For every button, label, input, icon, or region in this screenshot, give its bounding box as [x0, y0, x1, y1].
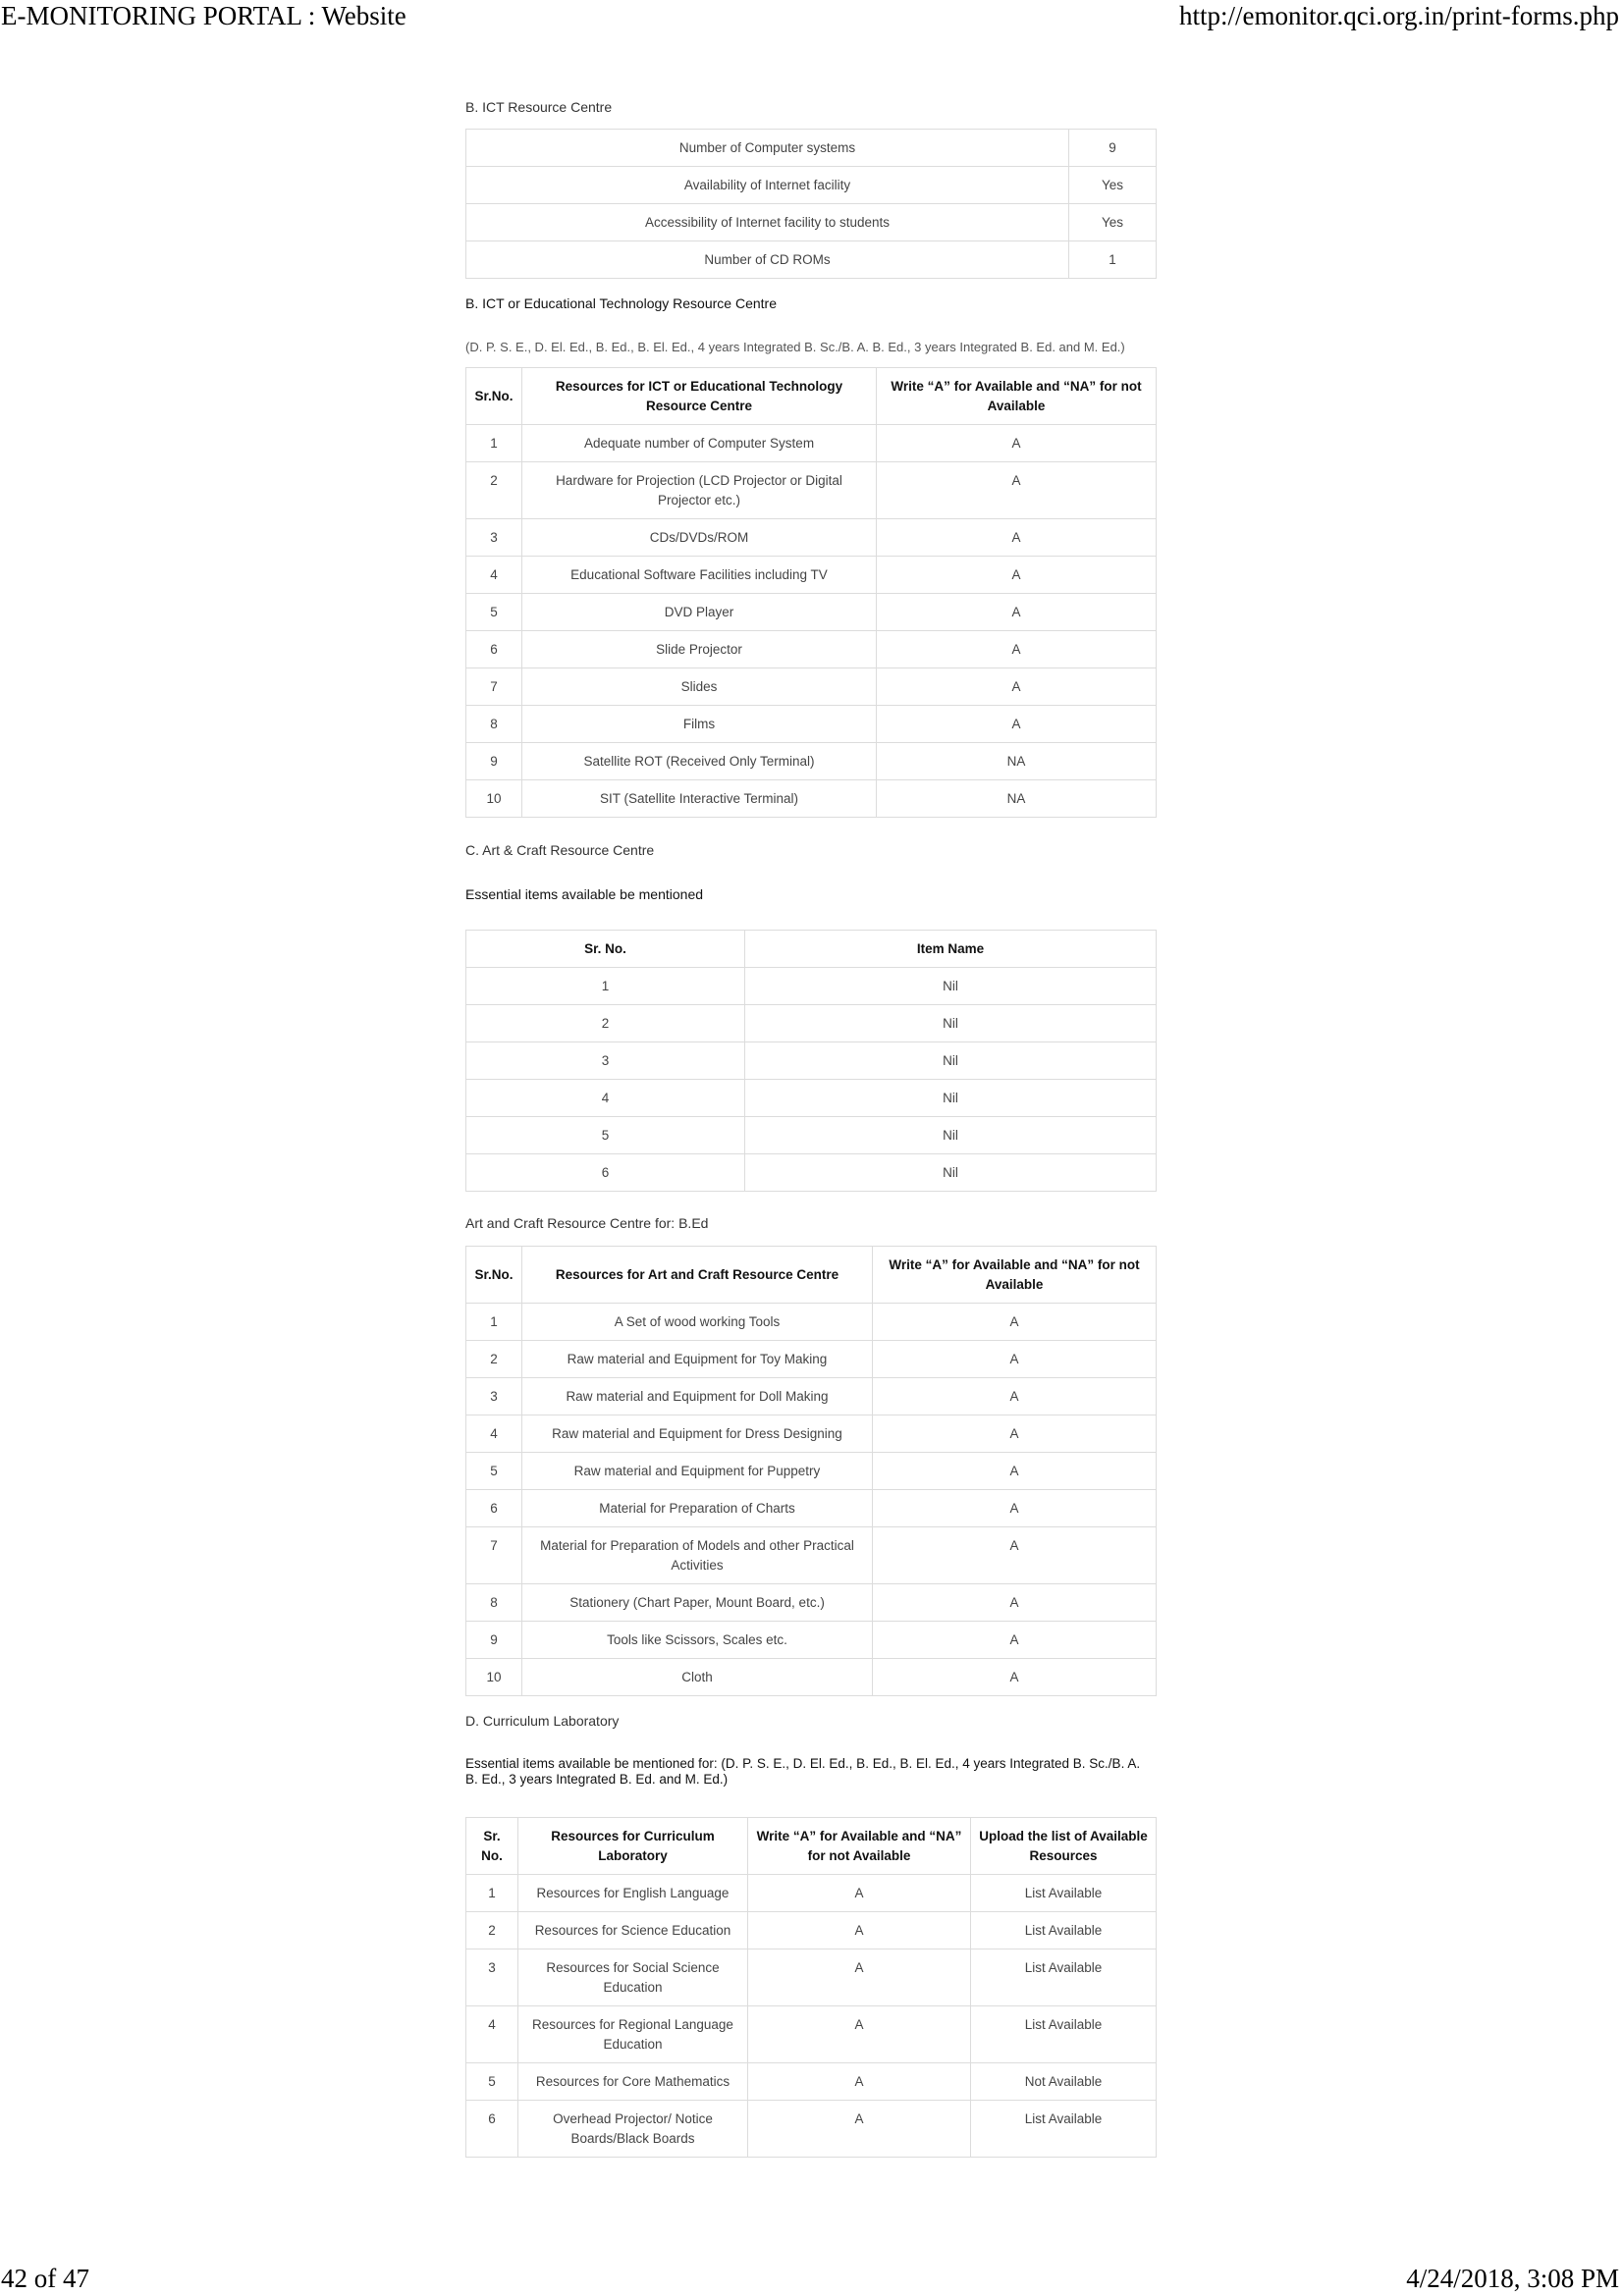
table-header-row	[466, 1818, 1157, 1875]
table-row	[466, 1154, 1157, 1192]
art-bed-title: Art and Craft Resource Centre for: B.Ed	[465, 1215, 709, 1231]
status-cell: A	[877, 594, 1157, 631]
resource-cell: Material for Preparation of Models and other Practical Activities	[522, 1527, 873, 1584]
sr-cell: 1	[466, 968, 745, 1005]
status-cell: A	[748, 2063, 971, 2101]
table-row	[466, 1875, 1157, 1912]
table-row	[466, 130, 1157, 167]
page-url: http://emonitor.qci.org.in/print-forms.php	[1179, 1, 1619, 30]
item-cell: Nil	[745, 1080, 1157, 1117]
ict-table	[465, 129, 1157, 279]
art-items-table	[465, 930, 1157, 1192]
sr-cell: 8	[466, 1584, 522, 1622]
resource-cell: Raw material and Equipment for Dress Designing	[522, 1415, 873, 1453]
col-header: Resources for Art and Craft Resource Centre	[522, 1247, 873, 1304]
status-cell: A	[748, 1949, 971, 2006]
ict-value: 1	[1069, 241, 1157, 279]
status-cell: A	[873, 1490, 1157, 1527]
table-row	[466, 1453, 1157, 1490]
sr-cell: 5	[466, 1453, 522, 1490]
resource-cell: Overhead Projector/ Notice Boards/Black Boards	[518, 2101, 748, 2158]
list-cell: Not Available	[971, 2063, 1157, 2101]
list-cell: List Available	[971, 1912, 1157, 1949]
resource-cell: DVD Player	[522, 594, 877, 631]
table-row	[466, 706, 1157, 743]
art-bed-table-wrap	[465, 1246, 1156, 1696]
sr-cell: 5	[466, 1117, 745, 1154]
resource-cell: CDs/DVDs/ROM	[522, 519, 877, 557]
status-cell: A	[748, 2101, 971, 2158]
status-cell: A	[873, 1584, 1157, 1622]
sr-cell: 3	[466, 1042, 745, 1080]
sr-cell: 2	[466, 1912, 518, 1949]
curriculum-subtitle: Essential items available be mentioned for: (D. P. S. E., D. El. Ed., B. Ed., B. El. Ed., 4 years Integrated B. Sc./B. A. B. Ed., 3 years Integrated B. Ed. and M. Ed.)	[465, 1756, 1141, 1787]
ict-label: Accessibility of Internet facility to students	[466, 204, 1069, 241]
sr-cell: 4	[466, 1080, 745, 1117]
table-row	[466, 1584, 1157, 1622]
item-cell: Nil	[745, 1117, 1157, 1154]
resource-cell: Cloth	[522, 1659, 873, 1696]
table-row	[466, 780, 1157, 818]
item-cell: Nil	[745, 1042, 1157, 1080]
status-cell: A	[877, 462, 1157, 519]
table-row	[466, 241, 1157, 279]
status-cell: NA	[877, 780, 1157, 818]
sr-cell: 8	[466, 706, 522, 743]
ict-title: B. ICT Resource Centre	[465, 99, 613, 115]
table-row	[466, 2063, 1157, 2101]
resource-cell: Raw material and Equipment for Puppetry	[522, 1453, 873, 1490]
table-row	[466, 204, 1157, 241]
table-row	[466, 1659, 1157, 1696]
sr-cell: 6	[466, 1154, 745, 1192]
list-cell: List Available	[971, 2006, 1157, 2063]
table-header-row	[466, 931, 1157, 968]
sr-cell: 4	[466, 557, 522, 594]
sr-cell: 10	[466, 780, 522, 818]
col-header: Sr.No.	[466, 368, 522, 425]
ict-edu-table	[465, 367, 1157, 818]
item-cell: Nil	[745, 968, 1157, 1005]
sr-cell: 7	[466, 668, 522, 706]
resource-cell: Hardware for Projection (LCD Projector or Digital Projector etc.)	[522, 462, 877, 519]
sr-cell: 6	[466, 2101, 518, 2158]
status-cell: A	[877, 631, 1157, 668]
curriculum-title: D. Curriculum Laboratory	[465, 1713, 620, 1729]
art-title: C. Art & Craft Resource Centre	[465, 842, 655, 858]
sr-cell: 5	[466, 2063, 518, 2101]
ict-edu-title: B. ICT or Educational Technology Resource Centre	[465, 295, 777, 311]
table-row	[466, 167, 1157, 204]
table-row	[466, 462, 1157, 519]
col-header: Write “A” for Available and “NA” for not Available	[877, 368, 1157, 425]
art-table-wrap	[465, 930, 1156, 1192]
col-header: Sr. No.	[466, 931, 745, 968]
status-cell: A	[877, 425, 1157, 462]
table-row	[466, 2006, 1157, 2063]
print-header	[0, 0, 1623, 33]
sr-cell: 9	[466, 1622, 522, 1659]
resource-cell: A Set of wood working Tools	[522, 1304, 873, 1341]
status-cell: A	[877, 557, 1157, 594]
ict-edu-table-wrap	[465, 367, 1156, 818]
resource-cell: Films	[522, 706, 877, 743]
resource-cell: Material for Preparation of Charts	[522, 1490, 873, 1527]
art-subtitle: Essential items available be mentioned	[465, 886, 704, 902]
status-cell: A	[748, 2006, 971, 2063]
sr-cell: 6	[466, 631, 522, 668]
resource-cell: Resources for Social Science Education	[518, 1949, 748, 2006]
sr-cell: 5	[466, 594, 522, 631]
table-header-row	[466, 368, 1157, 425]
resource-cell: Raw material and Equipment for Doll Making	[522, 1378, 873, 1415]
sr-cell: 4	[466, 2006, 518, 2063]
resource-cell: Raw material and Equipment for Toy Making	[522, 1341, 873, 1378]
resource-cell: Satellite ROT (Received Only Terminal)	[522, 743, 877, 780]
list-cell: List Available	[971, 2101, 1157, 2158]
curriculum-table-wrap	[465, 1817, 1156, 2158]
status-cell: A	[873, 1415, 1157, 1453]
table-row	[466, 1117, 1157, 1154]
status-cell: NA	[877, 743, 1157, 780]
table-row	[466, 1949, 1157, 2006]
list-cell: List Available	[971, 1875, 1157, 1912]
status-cell: A	[748, 1875, 971, 1912]
sr-cell: 1	[466, 1875, 518, 1912]
status-cell: A	[877, 519, 1157, 557]
table-row	[466, 968, 1157, 1005]
table-row	[466, 2101, 1157, 2158]
resource-cell: Stationery (Chart Paper, Mount Board, etc.)	[522, 1584, 873, 1622]
col-header: Resources for Curriculum Laboratory	[518, 1818, 748, 1875]
sr-cell: 2	[466, 1341, 522, 1378]
table-row	[466, 1304, 1157, 1341]
sr-cell: 6	[466, 1490, 522, 1527]
status-cell: A	[873, 1378, 1157, 1415]
status-cell: A	[873, 1453, 1157, 1490]
table-row	[466, 557, 1157, 594]
list-cell: List Available	[971, 1949, 1157, 2006]
status-cell: A	[873, 1304, 1157, 1341]
sr-cell: 1	[466, 425, 522, 462]
ict-label: Number of Computer systems	[466, 130, 1069, 167]
col-header: Write “A” for Available and “NA” for not Available	[748, 1818, 971, 1875]
status-cell: A	[873, 1659, 1157, 1696]
resource-cell: Adequate number of Computer System	[522, 425, 877, 462]
table-row	[466, 743, 1157, 780]
status-cell: A	[877, 668, 1157, 706]
table-row	[466, 1622, 1157, 1659]
col-header: Upload the list of Available Resources	[971, 1818, 1157, 1875]
table-row	[466, 668, 1157, 706]
ict-value: 9	[1069, 130, 1157, 167]
ict-label: Availability of Internet facility	[466, 167, 1069, 204]
resource-cell: Resources for Regional Language Education	[518, 2006, 748, 2063]
status-cell: A	[877, 706, 1157, 743]
resource-cell: Slides	[522, 668, 877, 706]
resource-cell: Slide Projector	[522, 631, 877, 668]
resource-cell: Resources for Science Education	[518, 1912, 748, 1949]
sr-cell: 1	[466, 1304, 522, 1341]
resource-cell: SIT (Satellite Interactive Terminal)	[522, 780, 877, 818]
art-bed-table	[465, 1246, 1157, 1696]
sr-cell: 2	[466, 1005, 745, 1042]
ict-table-wrap	[465, 129, 1156, 279]
col-header: Item Name	[745, 931, 1157, 968]
resource-cell: Resources for English Language	[518, 1875, 748, 1912]
table-row	[466, 1527, 1157, 1584]
table-row	[466, 631, 1157, 668]
col-header: Sr.No.	[466, 1247, 522, 1304]
ict-label: Number of CD ROMs	[466, 241, 1069, 279]
sr-cell: 3	[466, 1378, 522, 1415]
table-row	[466, 1042, 1157, 1080]
status-cell: A	[873, 1527, 1157, 1584]
portal-title: E-MONITORING PORTAL : Website	[1, 1, 406, 30]
table-row	[466, 1415, 1157, 1453]
print-timestamp: 4/24/2018, 3:08 PM	[1406, 2264, 1619, 2293]
table-row	[466, 1341, 1157, 1378]
table-header-row	[466, 1247, 1157, 1304]
col-header: Sr. No.	[466, 1818, 518, 1875]
print-footer	[0, 2263, 1623, 2296]
col-header: Resources for ICT or Educational Technology Resource Centre	[522, 368, 877, 425]
table-row	[466, 425, 1157, 462]
table-row	[466, 1490, 1157, 1527]
resource-cell: Educational Software Facilities including TV	[522, 557, 877, 594]
curriculum-table	[465, 1817, 1157, 2158]
ict-edu-note: (D. P. S. E., D. El. Ed., B. Ed., B. El. Ed., 4 years Integrated B. Sc./B. A. B. Ed., 3 years Integrated B. Ed. and M. Ed.)	[465, 340, 1125, 354]
sr-cell: 3	[466, 1949, 518, 2006]
table-row	[466, 594, 1157, 631]
sr-cell: 4	[466, 1415, 522, 1453]
sr-cell: 2	[466, 462, 522, 519]
col-header: Write “A” for Available and “NA” for not Available	[873, 1247, 1157, 1304]
status-cell: A	[873, 1341, 1157, 1378]
page-number: 42 of 47	[1, 2264, 89, 2293]
resource-cell: Tools like Scissors, Scales etc.	[522, 1622, 873, 1659]
sr-cell: 3	[466, 519, 522, 557]
status-cell: A	[748, 1912, 971, 1949]
item-cell: Nil	[745, 1154, 1157, 1192]
ict-value: Yes	[1069, 167, 1157, 204]
table-row	[466, 1080, 1157, 1117]
table-row	[466, 519, 1157, 557]
table-row	[466, 1005, 1157, 1042]
sr-cell: 7	[466, 1527, 522, 1584]
table-row	[466, 1378, 1157, 1415]
table-row	[466, 1912, 1157, 1949]
status-cell: A	[873, 1622, 1157, 1659]
ict-value: Yes	[1069, 204, 1157, 241]
item-cell: Nil	[745, 1005, 1157, 1042]
sr-cell: 10	[466, 1659, 522, 1696]
sr-cell: 9	[466, 743, 522, 780]
resource-cell: Resources for Core Mathematics	[518, 2063, 748, 2101]
